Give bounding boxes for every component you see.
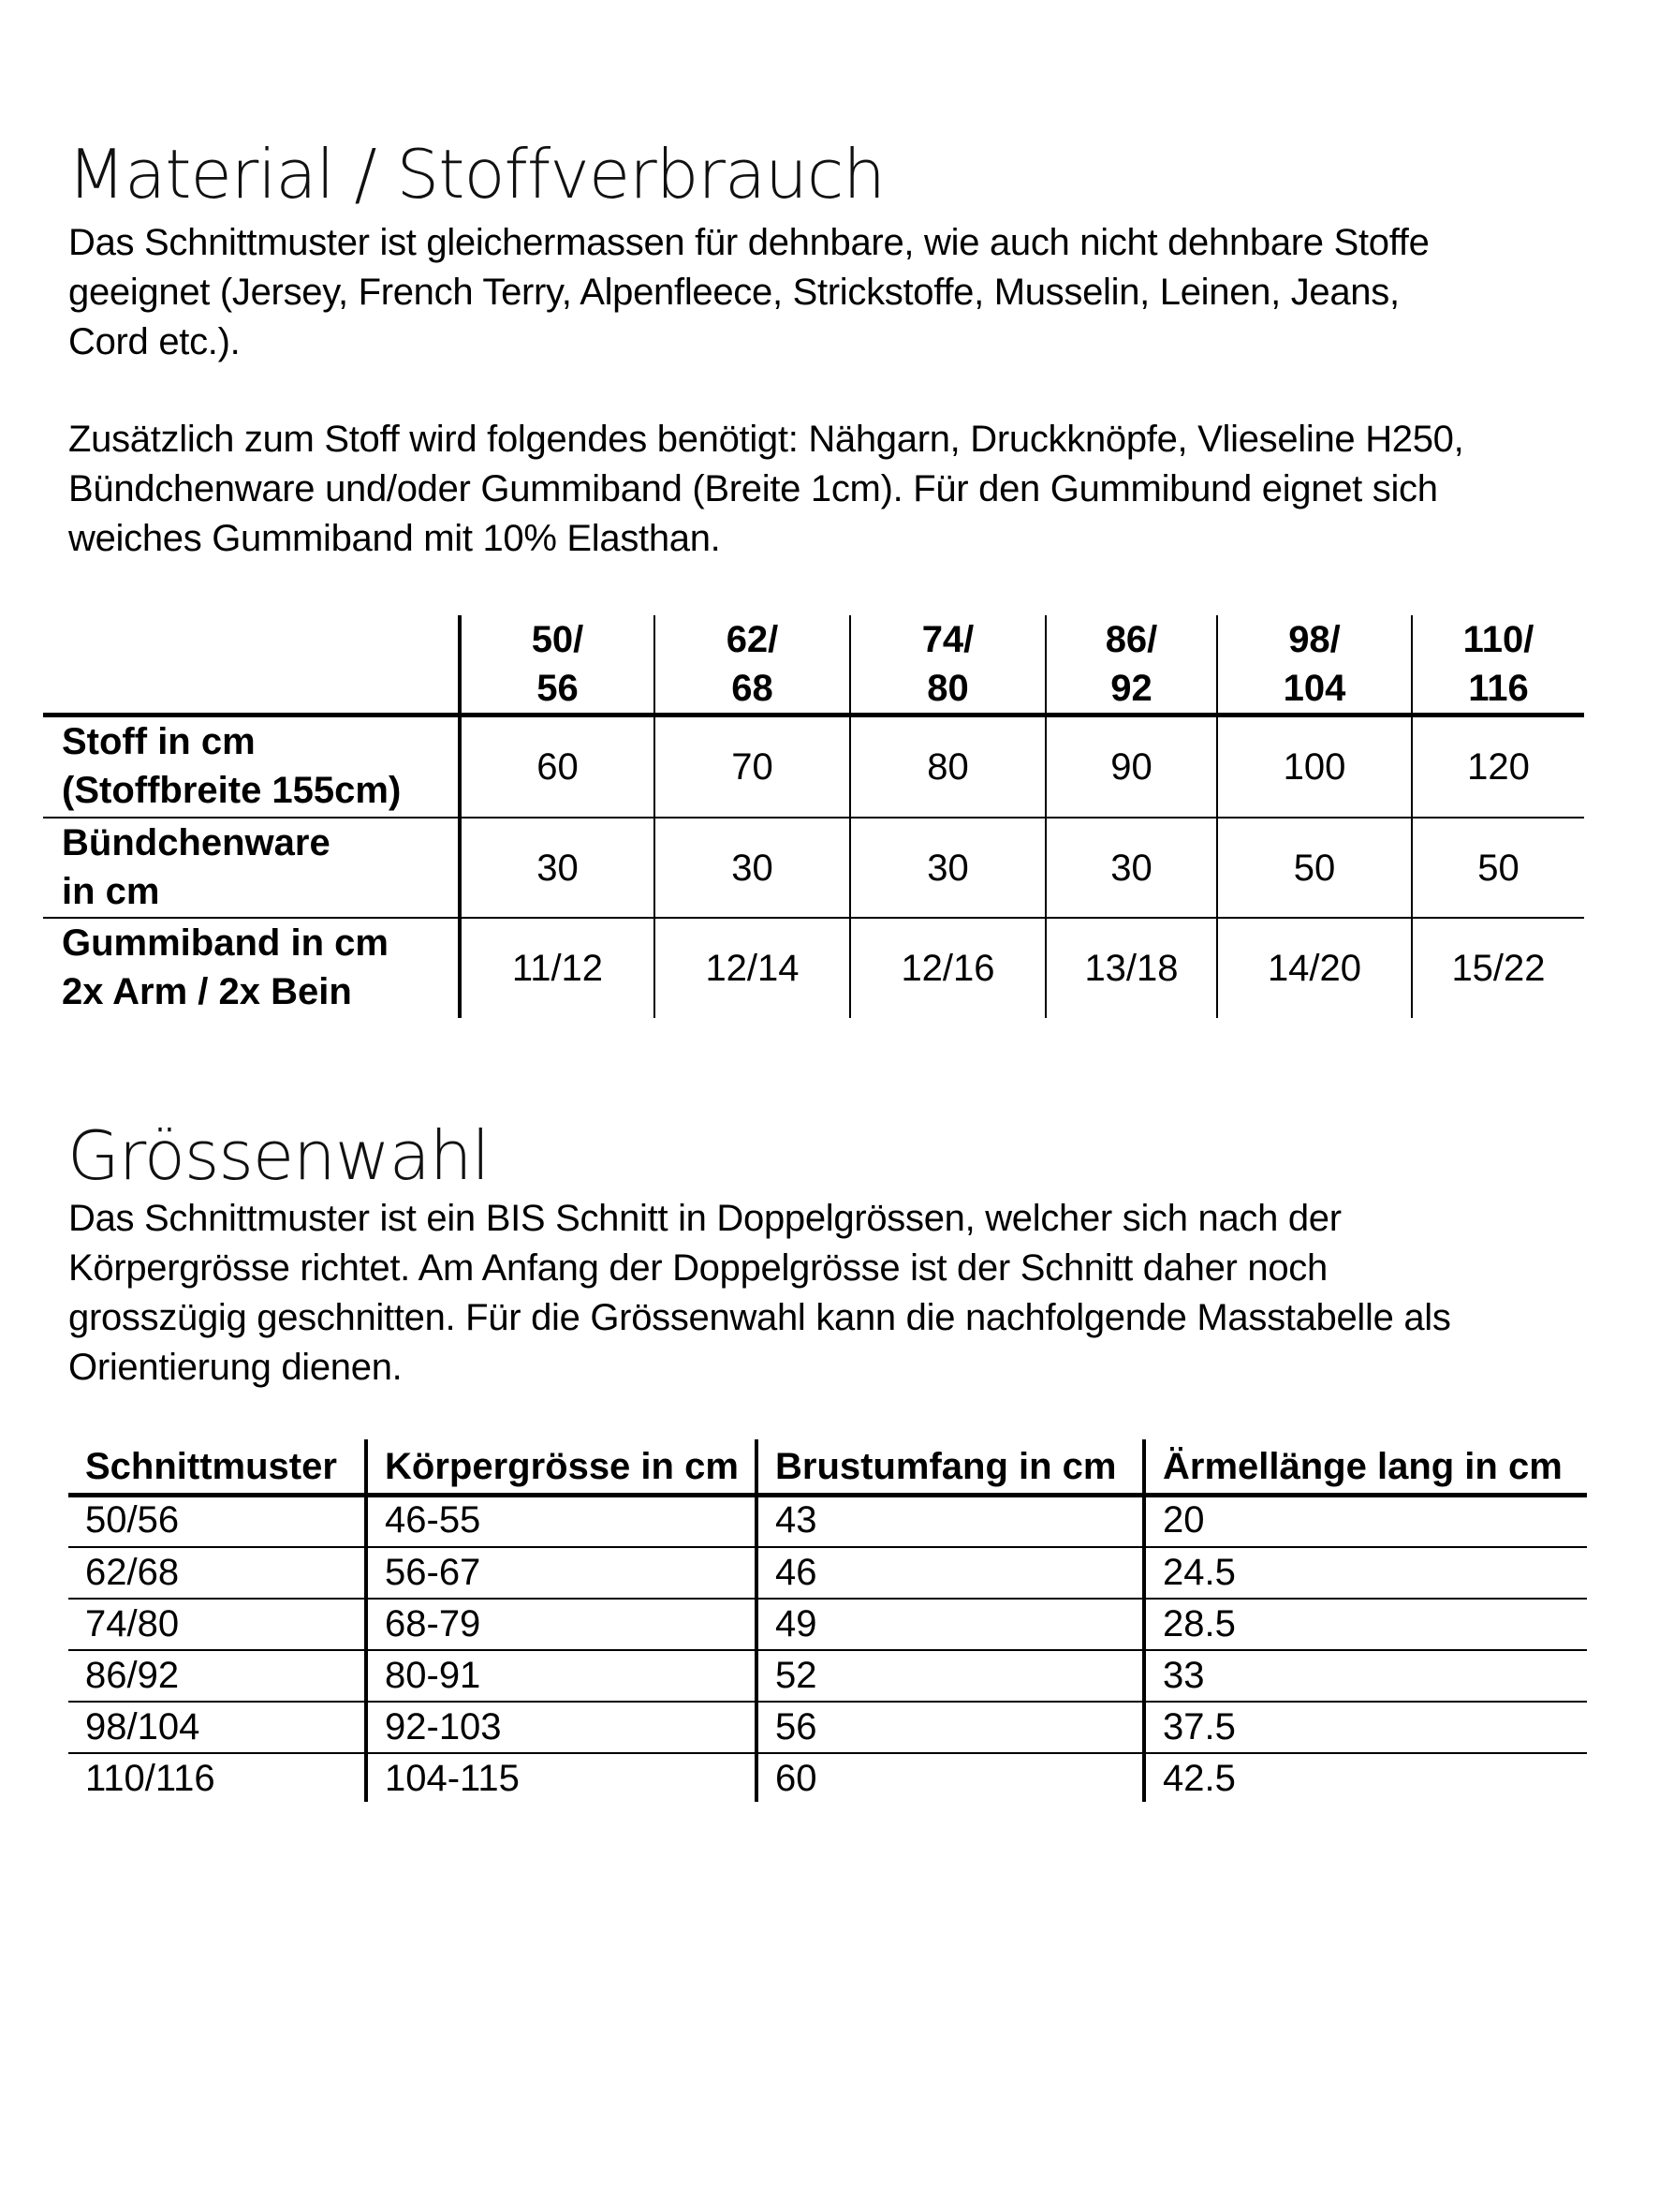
table-cell: 13/18 [1084, 948, 1179, 989]
row-label-line: 2x Arm / 2x Bein [62, 971, 352, 1012]
table-cell: 60 [536, 746, 579, 788]
size-column-header [1218, 615, 1411, 713]
table-cell: 24.5 [1163, 1552, 1236, 1593]
size-header-bottom: 80 [927, 668, 969, 709]
size-header-top: 98/ [1288, 619, 1341, 660]
row-divider [68, 1546, 1587, 1548]
size-header-top: 86/ [1105, 619, 1158, 660]
size-header-bottom: 56 [536, 668, 579, 709]
table-cell: 56 [775, 1706, 817, 1747]
row-label-stoff [43, 717, 458, 817]
size-header-bottom: 116 [1468, 668, 1529, 709]
row-divider [68, 1649, 1587, 1651]
table-cell: 80-91 [385, 1655, 481, 1696]
size-header-bottom: 92 [1110, 668, 1152, 709]
table-cell: 12/14 [705, 948, 800, 989]
table-cell: 37.5 [1163, 1706, 1236, 1747]
row-label-line: Gummiband in cm [62, 922, 389, 964]
table-cell: 74/80 [85, 1603, 180, 1644]
size-header-top: 74/ [921, 619, 975, 660]
table-cell: 46 [775, 1552, 817, 1593]
text-line: geeignet (Jersey, French Terry, Alpenfleece, Strickstoffe, Musselin, Leinen, Jeans, [68, 272, 1400, 313]
table-cell: 11/12 [511, 948, 604, 989]
column-header: Ärmellänge lang in cm [1163, 1446, 1563, 1487]
table-cell: 56-67 [385, 1552, 481, 1593]
table-cell: 68-79 [385, 1603, 481, 1644]
table-cell: 100 [1283, 746, 1346, 788]
table-cell: 14/20 [1267, 948, 1362, 989]
size-header-bottom: 68 [731, 668, 773, 709]
table-cell: 98/104 [85, 1706, 200, 1747]
material-heading: Material / Stoffverbrauch [67, 135, 885, 214]
table-cell: 70 [731, 746, 773, 788]
table-cell: 42.5 [1163, 1758, 1236, 1799]
text-line: weiches Gummiband mit 10% Elasthan. [68, 518, 721, 559]
table-cell: 90 [1110, 746, 1152, 788]
fabric-consumption-table [43, 615, 1584, 1018]
text-line: Körpergrösse richtet. Am Anfang der Doppelgrösse ist der Schnitt daher noch [68, 1247, 1328, 1289]
column-header: Körpergrösse in cm [385, 1446, 739, 1487]
table-cell: 120 [1467, 746, 1530, 788]
table-cell: 62/68 [85, 1552, 180, 1593]
table-cell: 30 [731, 847, 773, 889]
table-cell: 28.5 [1163, 1603, 1236, 1644]
material-paragraph-2 [68, 415, 1641, 564]
size-column-header [462, 615, 653, 713]
text-line: Orientierung dienen. [68, 1347, 403, 1388]
groessenwahl-paragraph [68, 1194, 1641, 1393]
table-cell: 80 [927, 746, 969, 788]
text-line: Zusätzlich zum Stoff wird folgendes benötigt: Nähgarn, Druckknöpfe, Vlieseline H250, [68, 419, 1464, 460]
row-label-line: Bündchenware [62, 822, 330, 863]
size-header-top: 62/ [726, 619, 779, 660]
groessenwahl-heading: Grössenwahl [67, 1116, 490, 1195]
table-cell: 20 [1163, 1499, 1205, 1541]
table-cell: 104-115 [385, 1758, 520, 1799]
table-cell: 46-55 [385, 1499, 481, 1541]
text-line: Das Schnittmuster ist gleichermassen für dehnbare, wie auch nicht dehnbare Stoffe [68, 222, 1430, 263]
table-cell: 110/116 [85, 1758, 215, 1799]
row-divider [68, 1752, 1587, 1754]
size-column-header [1047, 615, 1216, 713]
row-label-line: Stoff in cm [62, 721, 256, 762]
table-cell: 30 [927, 847, 969, 889]
table-cell: 52 [775, 1655, 817, 1696]
size-chart-table [68, 1439, 1587, 1802]
size-column-header [1413, 615, 1584, 713]
table-cell: 43 [775, 1499, 817, 1541]
column-header: Schnittmuster [85, 1446, 337, 1487]
table-cell: 15/22 [1451, 948, 1546, 989]
table-cell: 12/16 [901, 948, 995, 989]
row-label-gummiband [43, 919, 458, 1018]
size-header-top: 50/ [531, 619, 584, 660]
text-line: grosszügig geschnitten. Für die Grössenwahl kann die nachfolgende Masstabelle als [68, 1297, 1451, 1338]
table-cell: 60 [775, 1758, 817, 1799]
text-line: Cord etc.). [68, 321, 241, 362]
table-cell: 30 [536, 847, 579, 889]
size-column-header [851, 615, 1045, 713]
row-label-line: (Stoffbreite 155cm) [62, 770, 402, 811]
header-divider [68, 1493, 1587, 1497]
table-cell: 30 [1110, 847, 1152, 889]
table-cell: 49 [775, 1603, 817, 1644]
column-header: Brustumfang in cm [775, 1446, 1117, 1487]
row-label-buendchenware [43, 818, 458, 917]
text-line: Bündchenware und/oder Gummiband (Breite 1cm). Für den Gummibund eignet sich [68, 468, 1438, 509]
row-label-line: in cm [62, 871, 160, 912]
table-cell: 50 [1477, 847, 1520, 889]
text-line: Das Schnittmuster ist ein BIS Schnitt in Doppelgrössen, welcher sich nach der [68, 1198, 1342, 1239]
table-cell: 92-103 [385, 1706, 502, 1747]
table-cell: 50/56 [85, 1499, 180, 1541]
size-header-top: 110/ [1462, 619, 1534, 660]
size-column-header [655, 615, 849, 713]
size-header-bottom: 104 [1283, 668, 1346, 709]
table-cell: 86/92 [85, 1655, 180, 1696]
table-cell: 33 [1163, 1655, 1205, 1696]
row-divider [68, 1701, 1587, 1703]
material-paragraph-1 [68, 218, 1641, 367]
table-cell: 50 [1293, 847, 1336, 889]
row-divider [68, 1598, 1587, 1600]
